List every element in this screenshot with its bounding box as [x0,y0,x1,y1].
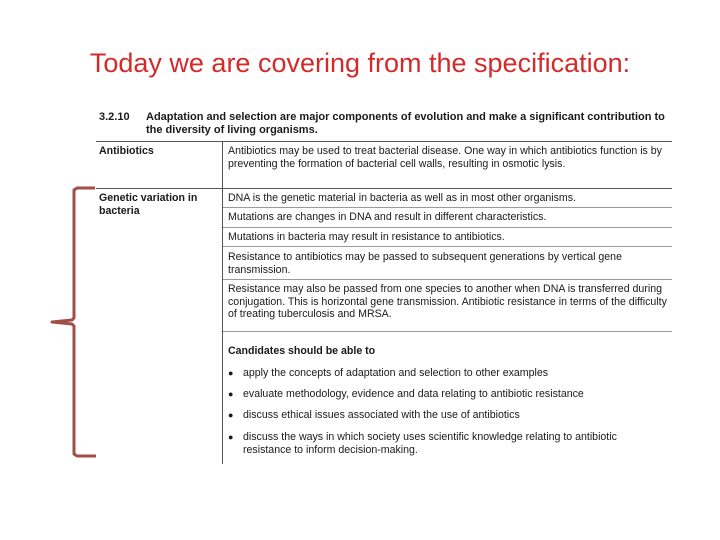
variation-item: Resistance may also be passed from one species to another when DNA is transferred during conjugation. This is horizontal gene transmission. Antibiotic resistance in terms of the difficulty of treating tuberculosis and MRSA. [228,283,667,320]
bullet-icon: ● [228,432,234,442]
row-divider [223,227,672,228]
specification-table [96,106,672,466]
candidates-item: evaluate methodology, evidence and data relating to antibiotic resistance [243,388,584,400]
spec-heading: Adaptation and selection are major components of evolution and make a significant contribution to the diversity of living organisms. [146,111,665,136]
variation-item: Mutations are changes in DNA and result in different characteristics. [228,211,547,223]
column-divider [222,142,223,464]
table-divider [96,141,672,142]
slide-title: Today we are covering from the specification: [89,48,631,78]
row-divider [223,246,672,247]
spec-header [96,106,672,140]
variation-item: Mutations in bacteria may result in resistance to antibiotics. [228,231,505,243]
row-divider [223,207,672,208]
candidates-heading: Candidates should be able to [228,345,376,357]
bracket-icon [48,186,108,458]
row-divider [223,331,672,332]
candidates-item: apply the concepts of adaptation and selection to other examples [243,367,549,379]
bullet-icon: ● [228,389,234,399]
spec-code: 3.2.10 [99,111,130,123]
table-divider [96,188,672,189]
antibiotics-label: Antibiotics [99,145,154,157]
variation-item: Resistance to antibiotics may be passed to subsequent generations by vertical gene transmission. [228,251,622,276]
candidates-item: discuss the ways in which society uses scientific knowledge relating to antibiotic resistance to inform decision-making. [243,431,617,456]
bullet-icon: ● [228,410,234,420]
antibiotics-text: Antibiotics may be used to treat bacterial disease. One way in which antibiotics function is by preventing the formation of bacterial cell walls, resulting in osmotic lysis. [228,145,662,170]
row-divider [223,279,672,280]
candidates-item: discuss ethical issues associated with the use of antibiotics [243,409,520,421]
variation-label: Genetic variation in bacteria [99,192,198,217]
bullet-icon: ● [228,368,234,378]
variation-item: DNA is the genetic material in bacteria as well as in most other organisms. [228,192,576,204]
